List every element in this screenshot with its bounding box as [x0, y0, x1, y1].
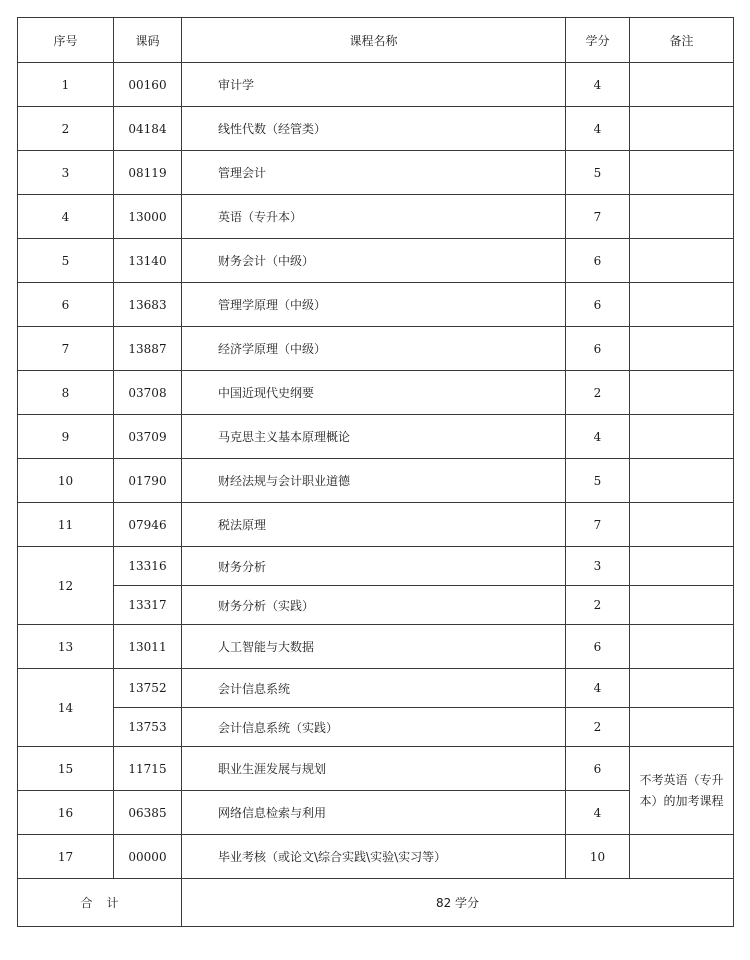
- note-cell: [630, 195, 734, 239]
- note-cell: [630, 625, 734, 669]
- name-cell: 管理学原理（中级）: [182, 283, 566, 327]
- table-row: [18, 547, 734, 586]
- name-cell: 中国近现代史纲要: [182, 371, 566, 415]
- header-name: 课程名称: [182, 18, 566, 63]
- note-cell: [630, 459, 734, 503]
- header-credit: 学分: [566, 18, 630, 63]
- credit-cell: 4: [566, 63, 630, 107]
- code-cell: 13140: [114, 239, 182, 283]
- credit-cell: 6: [566, 625, 630, 669]
- seq-cell: 13: [18, 625, 114, 669]
- code-cell: 01790: [114, 459, 182, 503]
- note-cell: [630, 63, 734, 107]
- table-row: [18, 239, 734, 283]
- table-row: [18, 283, 734, 327]
- total-value: 82 学分: [182, 879, 734, 927]
- code-cell: 13683: [114, 283, 182, 327]
- course-table: [17, 17, 734, 927]
- table-row: [18, 835, 734, 879]
- code-cell: 06385: [114, 791, 182, 835]
- name-cell: 税法原理: [182, 503, 566, 547]
- code-cell: 13316: [114, 547, 182, 586]
- table-row: [18, 415, 734, 459]
- code-cell: 13752: [114, 669, 182, 708]
- table-row: [18, 327, 734, 371]
- name-cell: 财经法规与会计职业道德: [182, 459, 566, 503]
- name-cell: 线性代数（经管类）: [182, 107, 566, 151]
- name-cell: 网络信息检索与利用: [182, 791, 566, 835]
- table-row: [18, 669, 734, 708]
- note-cell: [630, 151, 734, 195]
- seq-cell: 12: [18, 547, 114, 625]
- name-cell: 马克思主义基本原理概论: [182, 415, 566, 459]
- seq-cell: 8: [18, 371, 114, 415]
- seq-cell: 1: [18, 63, 114, 107]
- seq-cell: 5: [18, 239, 114, 283]
- header-row: [18, 18, 734, 63]
- name-cell: 毕业考核（或论文\综合实践\实验\实习等）: [182, 835, 566, 879]
- seq-cell: 4: [18, 195, 114, 239]
- code-cell: 13887: [114, 327, 182, 371]
- credit-cell: 2: [566, 708, 630, 747]
- code-cell: 00160: [114, 63, 182, 107]
- seq-cell: 15: [18, 747, 114, 791]
- seq-cell: 9: [18, 415, 114, 459]
- credit-cell: 6: [566, 327, 630, 371]
- code-cell: 13011: [114, 625, 182, 669]
- note-cell: [630, 239, 734, 283]
- name-cell: 财务分析（实践）: [182, 586, 566, 625]
- name-cell: 英语（专升本）: [182, 195, 566, 239]
- table-row: [18, 586, 734, 625]
- name-cell: 会计信息系统（实践）: [182, 708, 566, 747]
- total-label: 合计: [18, 879, 182, 927]
- note-cell: [630, 415, 734, 459]
- note-cell: [630, 708, 734, 747]
- seq-cell: 2: [18, 107, 114, 151]
- table-row: [18, 747, 734, 791]
- header-code: 课码: [114, 18, 182, 63]
- table-row: [18, 195, 734, 239]
- seq-cell: 10: [18, 459, 114, 503]
- table-row: [18, 708, 734, 747]
- note-cell: [630, 547, 734, 586]
- seq-cell: 16: [18, 791, 114, 835]
- seq-cell: 14: [18, 669, 114, 747]
- note-cell: [630, 669, 734, 708]
- seq-cell: 7: [18, 327, 114, 371]
- credit-cell: 5: [566, 459, 630, 503]
- code-cell: 03708: [114, 371, 182, 415]
- note-cell: [630, 283, 734, 327]
- table-row: [18, 107, 734, 151]
- table-row: [18, 63, 734, 107]
- table-row: [18, 625, 734, 669]
- credit-cell: 2: [566, 586, 630, 625]
- credit-cell: 2: [566, 371, 630, 415]
- credit-cell: 7: [566, 503, 630, 547]
- table-row: [18, 151, 734, 195]
- credit-cell: 3: [566, 547, 630, 586]
- table-row: [18, 503, 734, 547]
- credit-cell: 4: [566, 669, 630, 708]
- name-cell: 财务会计（中级）: [182, 239, 566, 283]
- table-row: [18, 459, 734, 503]
- code-cell: 13000: [114, 195, 182, 239]
- code-cell: 00000: [114, 835, 182, 879]
- code-cell: 03709: [114, 415, 182, 459]
- note-cell: [630, 835, 734, 879]
- credit-cell: 4: [566, 107, 630, 151]
- credit-cell: 7: [566, 195, 630, 239]
- name-cell: 经济学原理（中级）: [182, 327, 566, 371]
- name-cell: 会计信息系统: [182, 669, 566, 708]
- credit-cell: 10: [566, 835, 630, 879]
- seq-cell: 17: [18, 835, 114, 879]
- seq-cell: 6: [18, 283, 114, 327]
- name-cell: 财务分析: [182, 547, 566, 586]
- code-cell: 13753: [114, 708, 182, 747]
- note-cell: [630, 327, 734, 371]
- code-cell: 13317: [114, 586, 182, 625]
- code-cell: 11715: [114, 747, 182, 791]
- name-cell: 管理会计: [182, 151, 566, 195]
- credit-cell: 6: [566, 283, 630, 327]
- note-cell: [630, 107, 734, 151]
- note-cell: [630, 586, 734, 625]
- seq-cell: 3: [18, 151, 114, 195]
- name-cell: 人工智能与大数据: [182, 625, 566, 669]
- code-cell: 07946: [114, 503, 182, 547]
- note-cell: [630, 371, 734, 415]
- code-cell: 04184: [114, 107, 182, 151]
- table-row: [18, 371, 734, 415]
- name-cell: 审计学: [182, 63, 566, 107]
- header-note: 备注: [630, 18, 734, 63]
- note-cell: [630, 503, 734, 547]
- credit-cell: 4: [566, 415, 630, 459]
- credit-cell: 5: [566, 151, 630, 195]
- code-cell: 08119: [114, 151, 182, 195]
- credit-cell: 6: [566, 239, 630, 283]
- name-cell: 职业生涯发展与规划: [182, 747, 566, 791]
- header-seq: 序号: [18, 18, 114, 63]
- seq-cell: 11: [18, 503, 114, 547]
- total-row: [18, 879, 734, 927]
- credit-cell: 4: [566, 791, 630, 835]
- note-cell: 不考英语（专升本）的加考课程: [630, 747, 734, 835]
- table-row: [18, 791, 734, 835]
- credit-cell: 6: [566, 747, 630, 791]
